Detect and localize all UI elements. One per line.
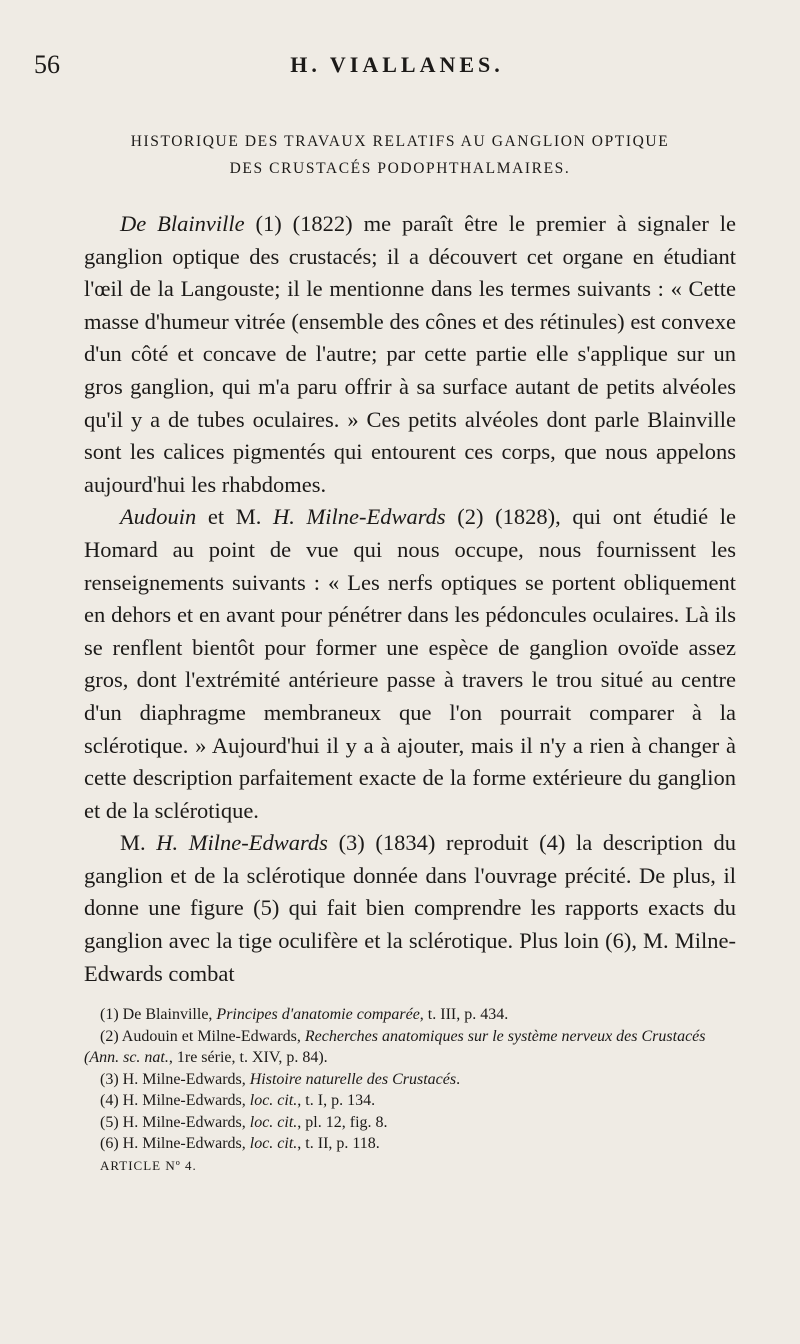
running-title: H. VIALLANES. (290, 52, 504, 77)
footnote-title: loc. cit. (249, 1092, 298, 1109)
footnote (84, 1026, 736, 1069)
section-title (60, 128, 740, 182)
footnote (84, 1069, 736, 1091)
section-title-line-2: DES CRUSTACÉS PODOPHTHALMAIRES. (229, 160, 571, 177)
paragraph-audouin (84, 501, 736, 827)
footnote-text: , t. II, p. 118. (297, 1135, 380, 1152)
footnote-text: . (456, 1070, 461, 1088)
paragraph-text: (2) (1828), qui ont étudié le Homard au point de vue qui nous occupe, nous fournissent les renseignements suivants : « Les nerfs optiques se portent obliquement en dehors et en avant pour pénétrer dans les pédoncules oculaires. Là ils se renflent bientôt pour former une espèce de ganglion ovoïde assez gros, dont l'extrémité antérieure passe à travers le trou situé au centre d'un diaphragme membraneux que l'on pourrait comparer à la sclérotique. » Aujourd'hui il y a à ajouter, mais il n'y a rien à changer à cette description parfaitement exacte de la forme extérieure du ganglion et de la sclérotique. (84, 504, 737, 823)
author-name: De Blainville (120, 211, 245, 236)
footnote-title: loc. cit. (249, 1135, 298, 1152)
paragraph-text: (1) (1822) me paraît être le premier à signaler le ganglion optique des crustacés; il a découvert cet organe en étudiant l'œil de la Langouste; il le mentionne dans les termes suivants : « Cette masse d'humeur vitrée (ensemble des cônes et des rétinules) est convexe d'un côté et concave de l'autre; par cette partie elle s'applique sur un gros ganglion, qui m'a paru offrir à sa surface autant de petits alvéoles qu'il y a de tubes oculaires. » Ces petits alvéoles dont parle Blainville sont les calices pigmentés qui entourent ces corps, que nous appelons aujourd'hui les rhabdomes. (84, 211, 736, 497)
author-name: Audouin (120, 504, 197, 530)
footnote-title: Recherches anatomiques sur le système nerveux des Crustacés (Ann. sc. nat. (84, 1027, 706, 1066)
footnote-text: (6) H. Milne-Edwards, (100, 1135, 250, 1152)
footnote-text: (5) H. Milne-Edwards, (100, 1113, 250, 1131)
section-title-line-1: HISTORIQUE DES TRAVAUX RELATIFS AU GANGLION OPTIQUE (130, 133, 670, 150)
footnote-text: (1) De Blainville, (100, 1006, 217, 1023)
footnote-title: Principes d'anatomie comparée (216, 1006, 420, 1023)
footnote-text: , t. III, p. 434. (419, 1006, 509, 1023)
footnote (84, 1004, 736, 1026)
footnote-text: (2) Audouin et Milne-Edwards, (100, 1027, 305, 1045)
author-prefix: M. (120, 830, 157, 856)
page-header (34, 50, 760, 90)
paragraph-blainville (84, 208, 736, 501)
author-connector: et M. (196, 504, 274, 530)
body-text (84, 208, 736, 990)
footnote (84, 1133, 736, 1155)
page-number: 56 (34, 50, 60, 79)
paragraph-milne-edwards (84, 827, 736, 990)
footnote-text: , 1re série, t. XIV, p. 84). (168, 1049, 328, 1066)
footnote-text: , t. I, p. 134. (297, 1092, 376, 1109)
footnote-text: , pl. 12, fig. 8. (297, 1113, 388, 1131)
footnote-text: (4) H. Milne-Edwards, (100, 1092, 250, 1109)
footnote-title: loc. cit. (249, 1113, 298, 1131)
article-mark: ARTICLE Nº 4. (100, 1157, 197, 1173)
author-name: H. Milne-Edwards (273, 504, 446, 530)
footnote-text: (3) H. Milne-Edwards, (100, 1070, 250, 1088)
footnote-title: Histoire naturelle des Crustacés (249, 1070, 457, 1088)
paragraph-text: (3) (1834) reproduit (4) la description du ganglion et de la sclérotique donnée dans l'ouvrage précité. De plus, il donne une figure (5) qui fait bien comprendre les rapports exacts du ganglion avec la tige oculifère et la sclérotique. Plus loin (6), M. Milne-Edwards combat (84, 830, 736, 986)
footnote (84, 1112, 736, 1134)
footnote (84, 1090, 736, 1112)
footnotes (84, 1004, 736, 1176)
author-name: H. Milne-Edwards (156, 830, 328, 856)
